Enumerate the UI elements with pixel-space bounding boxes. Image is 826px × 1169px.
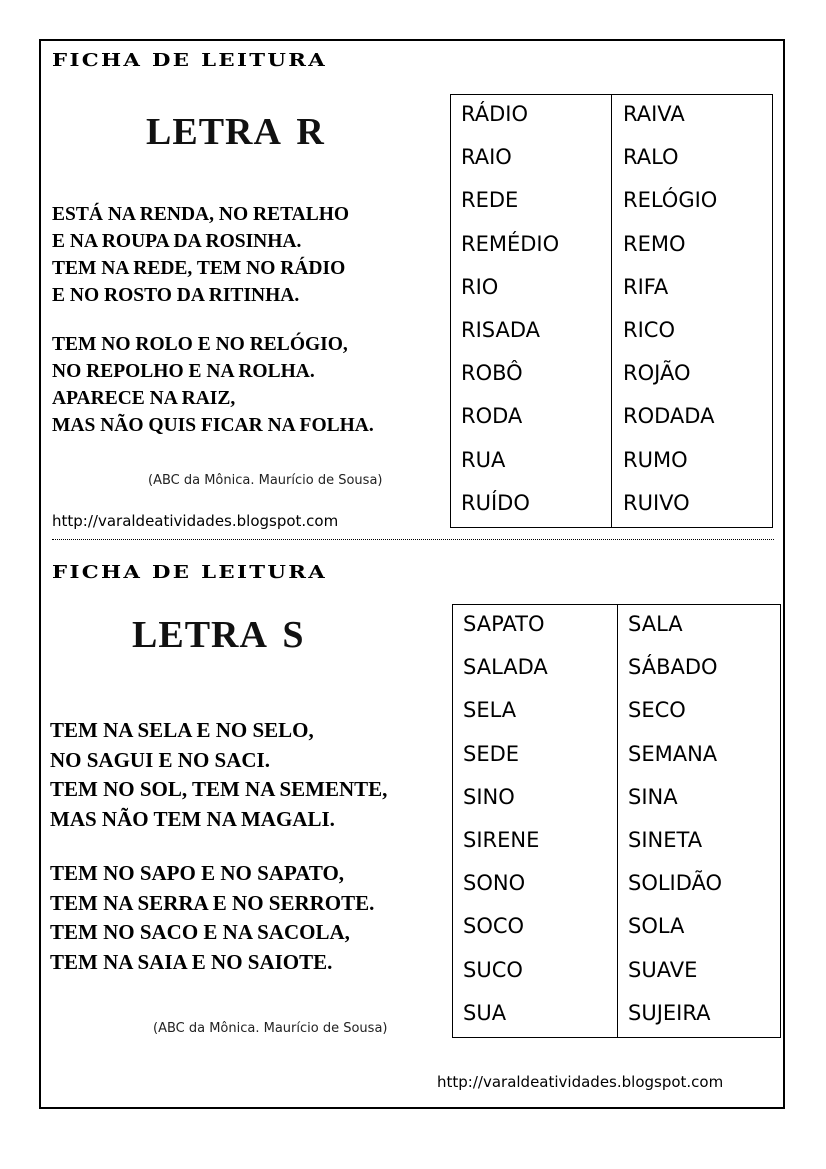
word-cell: RICO — [623, 317, 675, 342]
sheet-r-stanza-1 — [52, 201, 374, 309]
word-cell: RUA — [461, 447, 506, 472]
word-cell: RALO — [623, 145, 679, 170]
poem-line: E NO ROSTO DA RITINHA. — [52, 285, 300, 306]
sheet-r-heading: FICHA DE LEITURA — [52, 50, 328, 71]
word-cell: SINA — [628, 784, 678, 809]
word-cell: RISADA — [461, 317, 541, 342]
sheet-s-letter-title: LETRA S — [132, 614, 305, 656]
sheet-r-poem — [52, 201, 374, 461]
word-cell: REMO — [623, 231, 686, 256]
word-cell: RÁDIO — [461, 102, 528, 126]
sheet-r-citation: (ABC da Mônica. Maurício de Sousa) — [148, 473, 383, 488]
word-column-right — [618, 605, 781, 1038]
poem-line: TEM NO SACO E NA SACOLA, — [50, 920, 350, 944]
word-cell: RUÍDO — [461, 490, 530, 515]
word-cell: SOLIDÃO — [628, 871, 723, 896]
word-cell: SONO — [463, 871, 526, 896]
sheet-s-heading: FICHA DE LEITURA — [52, 562, 328, 583]
word-cell: SUA — [463, 1000, 507, 1025]
poem-line: TEM NO ROLO E NO RELÓGIO, — [52, 334, 348, 355]
word-cell: SIRENE — [463, 827, 540, 852]
section-divider — [52, 539, 774, 540]
word-cell: SINETA — [628, 827, 703, 852]
poem-line: APARECE NA RAIZ, — [52, 388, 236, 409]
word-cell: REDE — [461, 188, 519, 213]
word-cell: SALA — [628, 612, 683, 636]
word-cell: SAPATO — [463, 612, 545, 636]
word-column-left — [453, 605, 618, 1038]
word-cell: RUIVO — [623, 490, 690, 515]
sheet-s-citation: (ABC da Mônica. Maurício de Sousa) — [153, 1021, 388, 1036]
word-cell: SELA — [463, 698, 517, 723]
poem-line: TEM NA SERRA E NO SERROTE. — [50, 890, 375, 915]
poem-line: TEM NO SAPO E NO SAPATO, — [50, 861, 345, 885]
sheet-r-stanza-2 — [52, 331, 374, 439]
word-cell: RUMO — [623, 447, 688, 472]
word-cell: ROJÃO — [623, 361, 691, 386]
poem-line: ESTÁ NA RENDA, NO RETALHO — [52, 204, 350, 225]
word-cell: REMÉDIO — [461, 231, 560, 256]
word-cell: RODADA — [623, 404, 715, 429]
word-cell: SUAVE — [628, 957, 698, 982]
sheet-r-letter-title: LETRA R — [146, 111, 325, 153]
word-cell: SUJEIRA — [628, 1000, 711, 1025]
word-cell: SOCO — [463, 914, 525, 939]
poem-line: TEM NO SOL, TEM NA SEMENTE, — [50, 777, 388, 801]
word-cell: RIFA — [623, 274, 669, 299]
word-column-right — [612, 95, 773, 528]
sheet-s-url: http://varaldeatividades.blogspot.com — [437, 1073, 724, 1091]
poem-line: TEM NA REDE, TEM NO RÁDIO — [52, 258, 346, 279]
word-cell: RODA — [461, 404, 523, 429]
sheet-s-word-table — [452, 604, 781, 1038]
word-cell: SEMANA — [628, 741, 718, 766]
sheet-r-word-table — [450, 94, 773, 528]
word-cell: SOLA — [628, 914, 685, 939]
word-cell: SEDE — [463, 741, 520, 766]
word-cell: SINO — [463, 784, 515, 809]
poem-line: TEM NA SELA E NO SELO, — [50, 718, 314, 742]
word-cell: SUCO — [463, 957, 523, 982]
sheet-s-poem — [50, 716, 387, 999]
word-cell: SECO — [628, 698, 686, 723]
word-cell: RIO — [461, 274, 499, 299]
poem-line: NO REPOLHO E NA ROLHA. — [52, 361, 315, 382]
poem-line: NO SAGUI E NO SACI. — [50, 747, 270, 772]
word-cell: RAIO — [461, 145, 512, 170]
word-cell: RELÓGIO — [623, 188, 718, 213]
word-cell: RAIVA — [623, 102, 685, 126]
word-column-left — [451, 95, 612, 528]
word-cell: ROBÔ — [461, 361, 523, 386]
sheet-s-stanza-2 — [50, 859, 387, 977]
poem-line: MAS NÃO QUIS FICAR NA FOLHA. — [52, 415, 374, 436]
sheet-r-url: http://varaldeatividades.blogspot.com — [52, 512, 339, 530]
word-cell: SALADA — [463, 655, 548, 680]
poem-line: TEM NA SAIA E NO SAIOTE. — [50, 949, 333, 974]
poem-line: E NA ROUPA DA ROSINHA. — [52, 231, 302, 252]
poem-line: MAS NÃO TEM NA MAGALI. — [50, 806, 335, 831]
sheet-s-stanza-1 — [50, 716, 387, 834]
word-cell: SÁBADO — [628, 655, 718, 680]
